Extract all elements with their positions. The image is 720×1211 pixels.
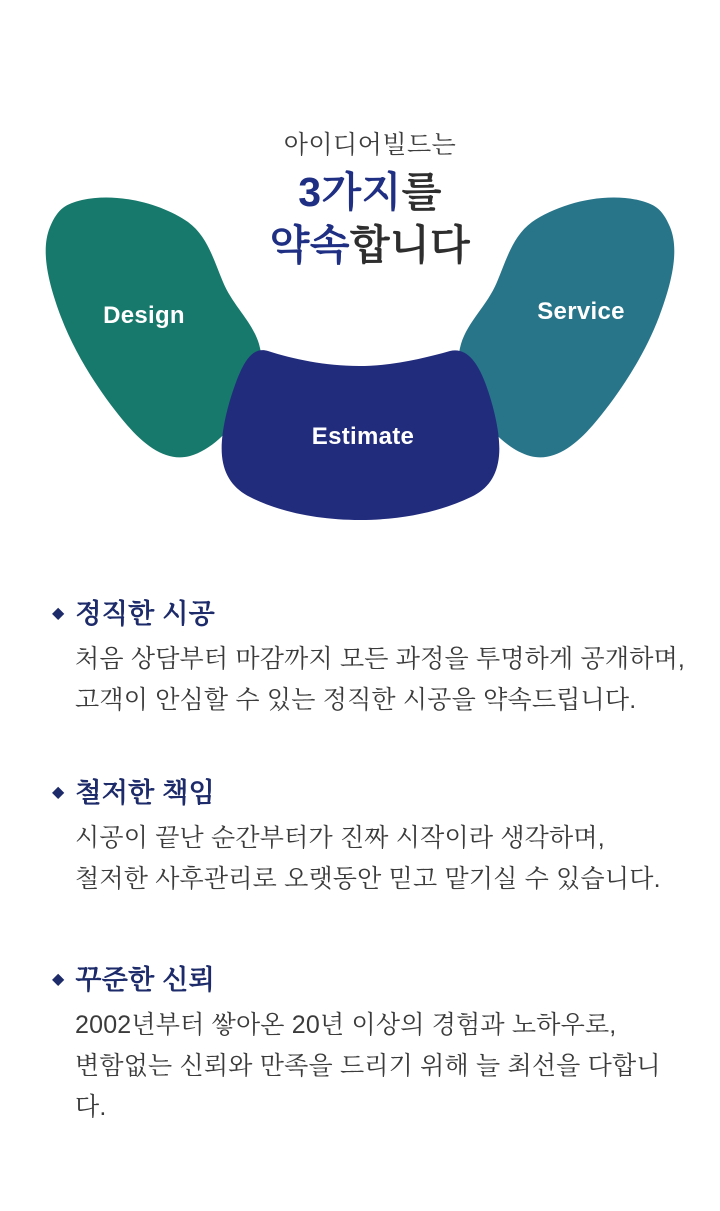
- title-highlight-yaksok: 약속: [269, 222, 350, 268]
- promise-description-line: 2002년부터 쌓아온 20년 이상의 경험과 노하우로,: [75, 1011, 617, 1039]
- promise-item-steady-trust: [52, 964, 692, 1128]
- promise-title-row: [52, 964, 692, 996]
- promise-title: 철저한 책임: [75, 778, 216, 808]
- promise-description-line: 철저한 사후관리로 오랫동안 믿고 맡기실 수 있습니다.: [75, 865, 661, 893]
- promise-title: 꾸준한 신뢰: [75, 965, 216, 995]
- promise-item-honest-construction: [52, 598, 692, 721]
- promise-title-row: [52, 777, 692, 809]
- title-line-company: 아이디어빌드는: [283, 131, 457, 159]
- diamond-bullet-icon: ◆: [52, 605, 65, 622]
- promise-item-thorough-responsibility: [52, 777, 692, 900]
- diamond-bullet-icon: ◆: [52, 971, 65, 988]
- promise-description-line: 처음 상담부터 마감까지 모든 과정을 투명하게 공개하며,: [75, 645, 686, 673]
- design-blob-label: Design: [103, 302, 185, 329]
- promise-description: [52, 1005, 692, 1128]
- promise-description-line: 고객이 안심할 수 있는 정직한 시공을 약속드립니다.: [75, 686, 637, 714]
- promise-title: 정직한 시공: [75, 599, 216, 629]
- title-rest-reul: 를: [401, 169, 442, 215]
- promise-description: [52, 818, 692, 900]
- promise-description: [52, 639, 692, 721]
- title-rest-hamnida: 합니다: [349, 222, 471, 268]
- promise-title-row: [52, 598, 692, 630]
- title-highlight-3gaji: 3가지: [298, 169, 402, 215]
- diamond-bullet-icon: ◆: [52, 784, 65, 801]
- estimate-blob-label: Estimate: [311, 423, 415, 450]
- blob-diagram: [0, 0, 720, 540]
- promise-description-line: 변함없는 신뢰와 만족을 드리기 위해 늘 최선을 다합니다.: [75, 1052, 661, 1121]
- promise-description-line: 시공이 끝난 순간부터가 진짜 시작이라 생각하며,: [75, 824, 605, 852]
- service-blob-label: Service: [537, 298, 625, 325]
